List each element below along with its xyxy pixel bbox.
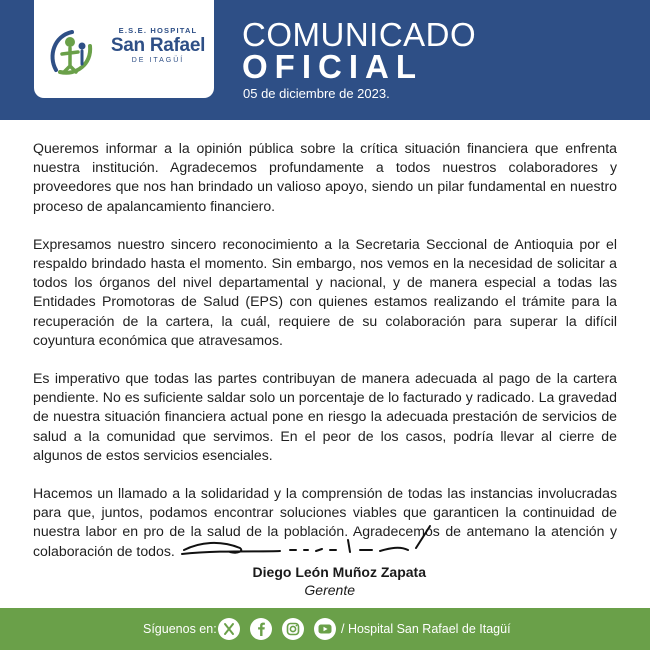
logo-wordmark [102,26,214,64]
statement-body [33,139,617,580]
paragraph: Hacemos un llamado a la solidaridad y la comprensión de todas las instancias involucradas para que, juntos, podamos encontrar soluciones viables que garanticen la continuidad de nuestra labor en pro de la salud de la población. Agradecemos de antemano la atención y colaboración de todos. [33,485,617,559]
paragraph: Expresamos nuestro sincero reconocimiento a la Secretaria Seccional de Antioquia por el respaldo brindado hasta el momento. Sin embargo, nos vemos en la necesidad de solicitar a todos los órganos del nivel departamental y nacional, y de manera especial a todas las Entidades Promotoras de Salud (EPS) con quienes estamos realizando el trámite para la recuperación de la cartera, la cuál, requiere de su colaboración para superar la difícil coyuntura económica que atravesamos. [33,235,617,348]
follow-us-label: Síguenos en: [143,622,217,636]
hospital-emblem-icon [46,26,98,78]
paragraph: Es imperativo que todas las partes contribuyan de manera adecuada al pago de la cartera pendiente. No es suficiente saldar solo un porcentaje de lo facturado y radicado. La gravedad de nuestra situación financiera actual pone en riesgo la adecuada prestación de servicios de salud a la comunidad que servimos. En el peor de los casos, podría llevar al cierre de algunos de estos servicios esenciales. [33,370,617,463]
title-line-2: OFICIAL [242,48,423,85]
handwritten-signature [180,520,440,560]
paragraph: Queremos informar a la opinión pública sobre la crítica situación financiera que enfrenta nuestra institución. Agradecemos profundamente a todos nuestros colaboradores y proveedores que nos han brindado un valioso apoyo, siendo un pilar fundamental en nuestro proceso de apalancamiento financiero. [33,140,617,214]
youtube-icon[interactable] [314,618,336,640]
instagram-icon[interactable] [282,618,304,640]
statement-date: 05 de diciembre de 2023. [243,86,390,101]
facebook-icon[interactable] [250,618,272,640]
signatory-role: Gerente [304,582,355,598]
logo-city: DE ITAGÜÍ [131,57,185,64]
title-line-1: COMUNICADO [242,16,477,53]
logo-name: San Rafael [110,35,206,56]
x-icon[interactable] [218,618,240,640]
footer-bar [0,608,650,650]
social-handle: / Hospital San Rafael de Itagüí [341,622,511,636]
signatory-name: Diego León Muñoz Zapata [252,564,426,580]
hospital-logo [34,0,214,98]
logo-org-line: E.S.E. HOSPITAL [118,26,198,35]
header-banner [0,0,650,120]
